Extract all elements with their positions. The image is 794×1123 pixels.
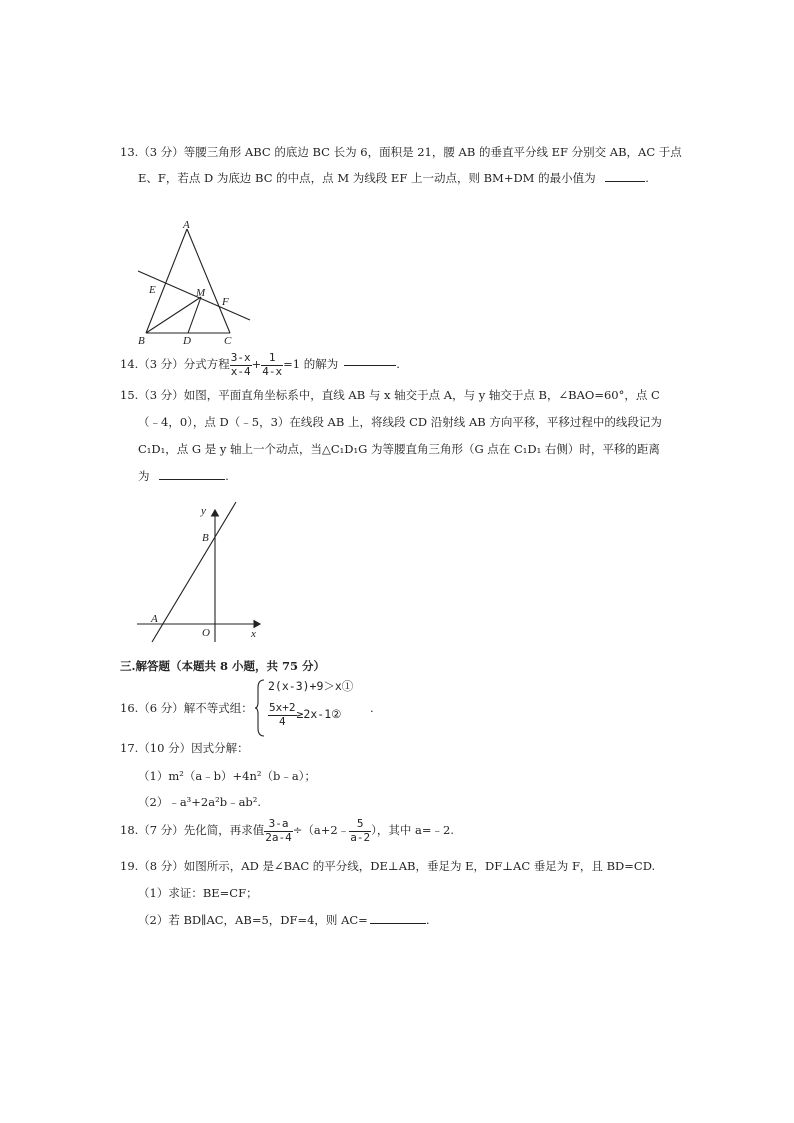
q14-answer-blank[interactable] — [344, 364, 396, 366]
q18-prefix: 18.（7 分）先化简，再求值 — [120, 823, 265, 838]
q15-line4-prefix: 为 — [138, 469, 150, 483]
q13-label-E: E — [149, 284, 156, 296]
q14-end: . — [396, 357, 400, 372]
q13-label-D: D — [183, 335, 191, 346]
q15-end: . — [225, 469, 229, 483]
q13-end: . — [645, 171, 649, 185]
section-3-heading: 三.解答题（本题共 8 小题，共 75 分） — [120, 659, 326, 673]
q18-suffix: ），其中 a=﹣2. — [371, 823, 454, 838]
q13-label-B: B — [138, 335, 145, 346]
q13-label-M: M — [196, 287, 206, 299]
q15-line2: （﹣4，0），点 D（﹣5，3）在线段 AB 上，将线段 CD 沿射线 AB 方向平移，平移过程中的线段记为 — [138, 415, 662, 429]
q19-part-1: （1）求证：BE=CF； — [138, 886, 258, 900]
q14-eq: =1 的解为 — [283, 357, 339, 372]
q18-mid: ÷（a+2﹣ — [292, 823, 350, 838]
q17-part-1: （1）m²（a﹣b）+4n²（b﹣a）； — [138, 769, 316, 783]
q18-frac1-num: 3-a — [264, 818, 293, 832]
q13-answer-blank[interactable] — [605, 180, 645, 182]
q16-prefix: 16.（6 分）解不等式组： — [120, 701, 253, 715]
q19-end: . — [425, 913, 430, 927]
q13-line2 — [138, 172, 649, 186]
q15-label-B: B — [202, 532, 209, 544]
q13-triangle-figure — [132, 216, 256, 346]
q19-part-2 — [138, 914, 429, 928]
q15-label-x: x — [251, 628, 256, 640]
q17-part-2: （2）﹣a³+2a²b﹣ab². — [138, 795, 262, 809]
q19-answer-blank[interactable] — [370, 922, 426, 924]
q19-line1: 19.（8 分）如图所示，AD 是∠BAC 的平分线，DE⊥AB，垂足为 E，DF⊥AC 垂足为 F，且 BD=CD. — [120, 859, 656, 873]
q18-frac2-num: 5 — [349, 818, 371, 832]
q17-title: 17.（10 分）因式分解： — [120, 741, 249, 755]
q18-fraction-1 — [264, 818, 293, 844]
q15-line4 — [138, 470, 229, 484]
q16-fraction — [268, 702, 297, 728]
q16-inequality-2 — [268, 702, 341, 728]
q18-fraction-2 — [349, 818, 371, 844]
q18-line — [120, 818, 454, 844]
q15-label-y: y — [201, 505, 206, 517]
q14-frac2-num: 1 — [261, 352, 283, 366]
q18-frac1-den: 2a-4 — [265, 830, 292, 844]
q16-inequality-1: 2(x-3)+9＞x① — [268, 679, 354, 693]
q13-line1: 13.（3 分）等腰三角形 ABC 的底边 BC 长为 6，面积是 21，腰 AB 的垂直平分线 EF 分别交 AB，AC 于点 — [120, 145, 682, 159]
q15-label-A: A — [151, 613, 158, 625]
q13-label-C: C — [224, 335, 232, 346]
q16-frac-num: 5x+2 — [269, 701, 296, 714]
q13-line2-text: E、F，若点 D 为底边 BC 的中点，点 M 为线段 EF 上一动点，则 BM+DM 的最小值为 — [138, 171, 596, 185]
q14-frac1-num: 3-x — [230, 351, 251, 364]
q15-answer-blank[interactable] — [159, 478, 225, 480]
q14-fraction-1 — [230, 352, 252, 378]
q14-prefix: 14.（3 分）分式方程 — [120, 357, 230, 372]
q14-fraction-2 — [261, 352, 283, 378]
q14-line — [120, 352, 400, 378]
q16-left-brace — [254, 678, 266, 738]
q14-plus: + — [251, 357, 262, 372]
q15-line1: 15.（3 分）如图，平面直角坐标系中，直线 AB 与 x 轴交于点 A，与 y 轴交于点 B，∠BAO=60°，点 C — [120, 388, 660, 402]
q18-frac2-den: a-2 — [350, 830, 371, 844]
q16-end: . — [370, 701, 374, 715]
q16-frac-den: 4 — [278, 714, 286, 728]
q15-label-O: O — [202, 627, 210, 639]
q16-inequality-2-rest: ≥2x-1② — [296, 707, 342, 722]
q19-part-2-text: （2）若 BD∥AC，AB=5，DF=4，则 AC= — [138, 913, 368, 927]
q15-coordinate-figure — [132, 496, 268, 644]
q15-line3: C₁D₁，点 G 是 y 轴上一个动点，当△C₁D₁G 为等腰直角三角形（G 点在 C₁D₁ 右侧）时，平移的距离 — [138, 442, 660, 456]
q13-label-F: F — [222, 296, 229, 308]
q14-frac2-den: 4-x — [262, 364, 283, 378]
q14-frac1-den: x-4 — [230, 364, 251, 378]
q13-label-A: A — [183, 219, 190, 231]
